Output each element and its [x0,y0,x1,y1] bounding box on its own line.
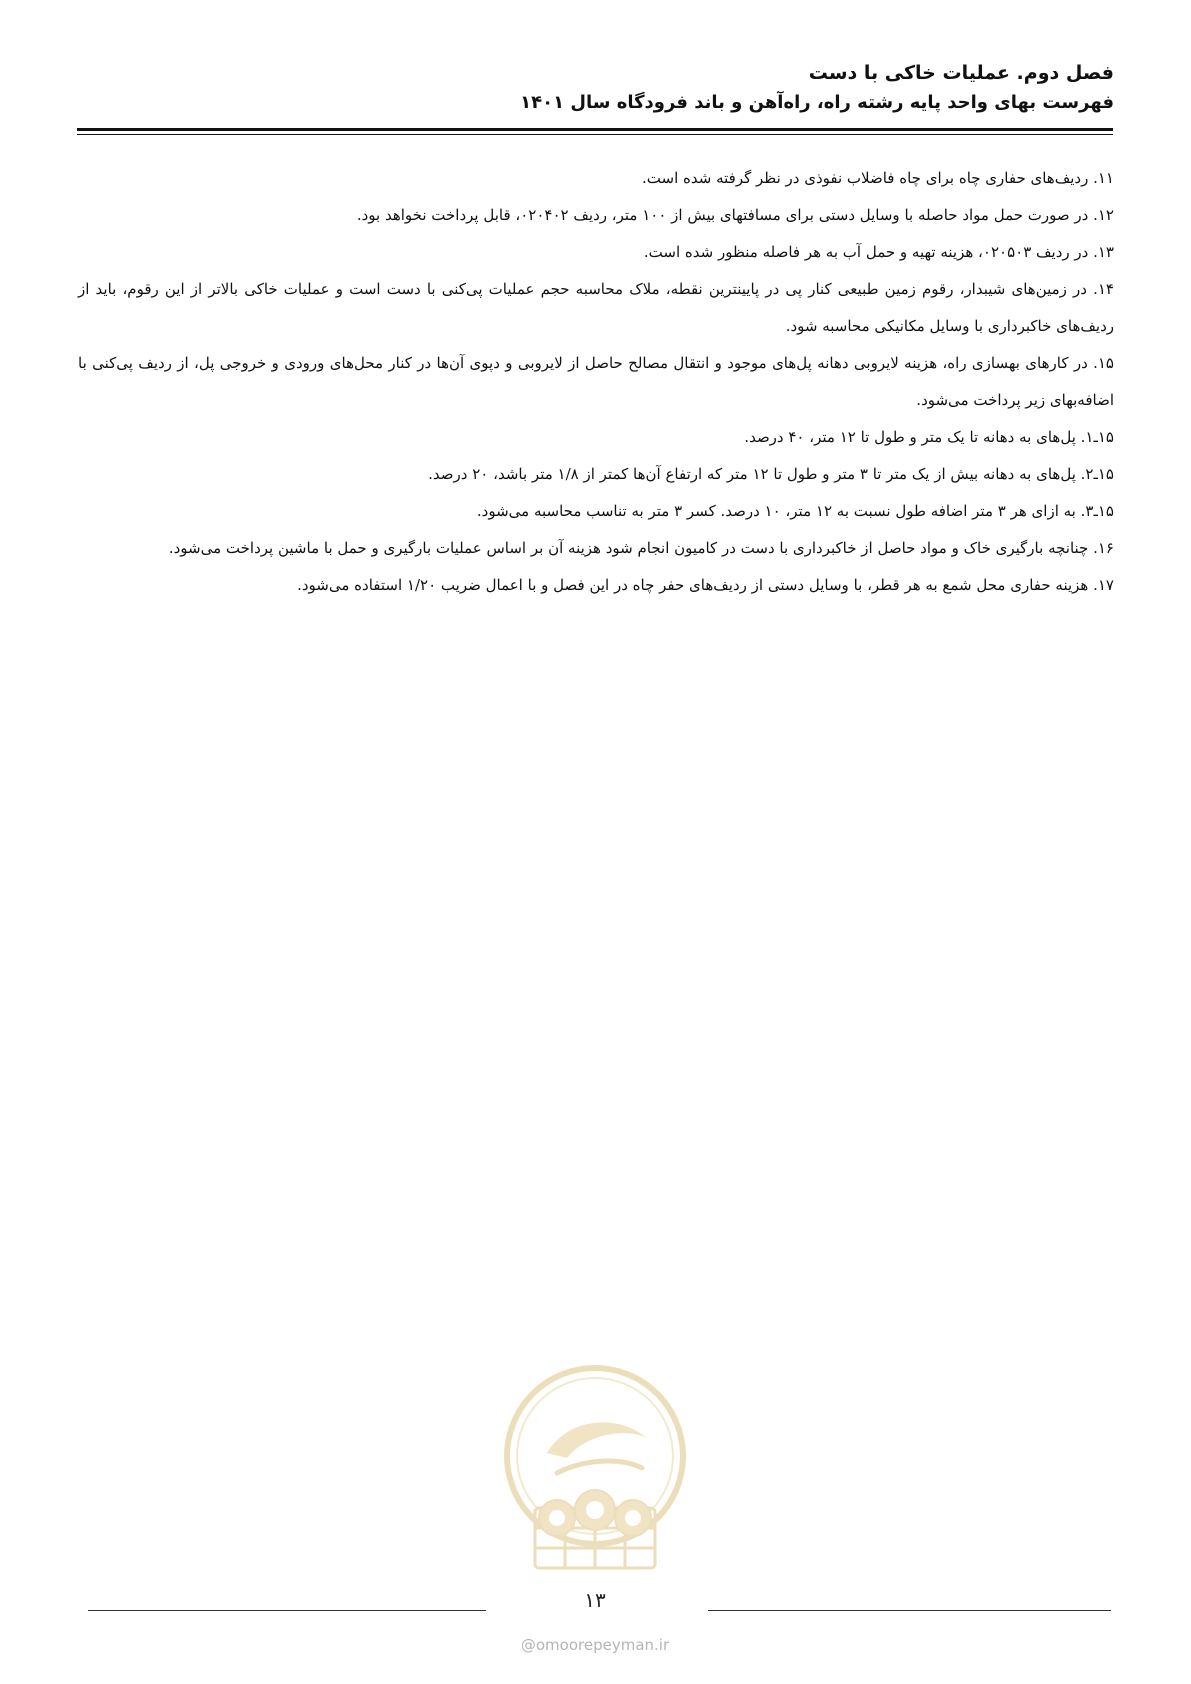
page-number: ۱۳ [584,1588,606,1612]
document-title: فهرست بهای واحد پایه رشته راه، راه‌آهن و باند فرودگاه سال ۱۴۰۱ [520,92,1114,113]
note-15-1: ۱۵ـ۱. پل‌های به دهانه تا یک متر و طول تا ۱۲ متر، ۴۰ درصد. [744,428,1114,446]
note-16: ۱۶. چنانچه بارگیری خاک و مواد حاصل از خاکبرداری با دست در کامیون انجام شود هزینه آن بر اساس عملیات بارگیری و حمل با ماشین پرداخت می‌شود. [168,539,1114,557]
note-11: ۱۱. ردیف‌های حفاری چاه برای چاه فاضلاب نفوذی در نظر گرفته شده است. [642,169,1114,187]
note-15: ۱۵. در کارهای بهسازی راه، هزینه لایروبی دهانه پل‌های موجود و انتقال مصالح حاصل از لایروبی و دپوی آن‌ها در کنار محل‌های ورودی و خروجی پل، از ردیف پی‌کنی با اضافه‌بهای زیر پرداخت می‌شود. [78,354,1114,409]
watermark-url: @omoorepeyman.ir [520,1636,670,1654]
header-rule-thin [77,134,1113,135]
note-14: ۱۴. در زمین‌های شیبدار، رقوم زمین طبیعی کنار پی در پایینترین نقطه، ملاک محاسبه حجم عملیات پی‌کنی با دست است و عملیات خاکی بالاتر از این رقوم، باید از ردیف‌های خاکبرداری با وسایل مکانیکی محاسبه شود. [78,280,1114,335]
notes-body [78,160,1114,604]
note-12: ۱۲. در صورت حمل مواد حاصله با وسایل دستی برای مسافتهای بیش از ۱۰۰ متر، ردیف ۰۲۰۴۰۲، قابل پرداخت نخواهد بود. [356,206,1114,224]
note-15-2: ۱۵ـ۲. پل‌های به دهانه بیش از یک متر تا ۳ متر و طول تا ۱۲ متر که ارتفاع آن‌ها کمتر از ۱/۸ متر باشد، ۲۰ درصد. [428,465,1114,483]
footer-rule-left [88,1610,486,1611]
header-rule-thick [77,128,1113,131]
chapter-title: فصل دوم. عملیات خاکی با دست [808,62,1114,84]
page-header [78,58,1114,118]
footer-rule-right [708,1610,1111,1611]
note-15-3: ۱۵ـ۳. به ازای هر ۳ متر اضافه طول نسبت به ۱۲ متر، ۱۰ درصد. کسر ۳ متر به تناسب محاسبه می‌شود. [476,502,1114,520]
note-17: ۱۷. هزینه حفاری محل شمع به هر قطر، با وسایل دستی از ردیف‌های حفر چاه در این فصل و با اعمال ضریب ۱/۲۰ استفاده می‌شود. [297,576,1114,594]
note-13: ۱۳. در ردیف ۰۲۰۵۰۳، هزینه تهیه و حمل آب به هر فاصله منظور شده است. [643,243,1114,261]
omoorepeyman-logo-watermark [497,1358,693,1588]
